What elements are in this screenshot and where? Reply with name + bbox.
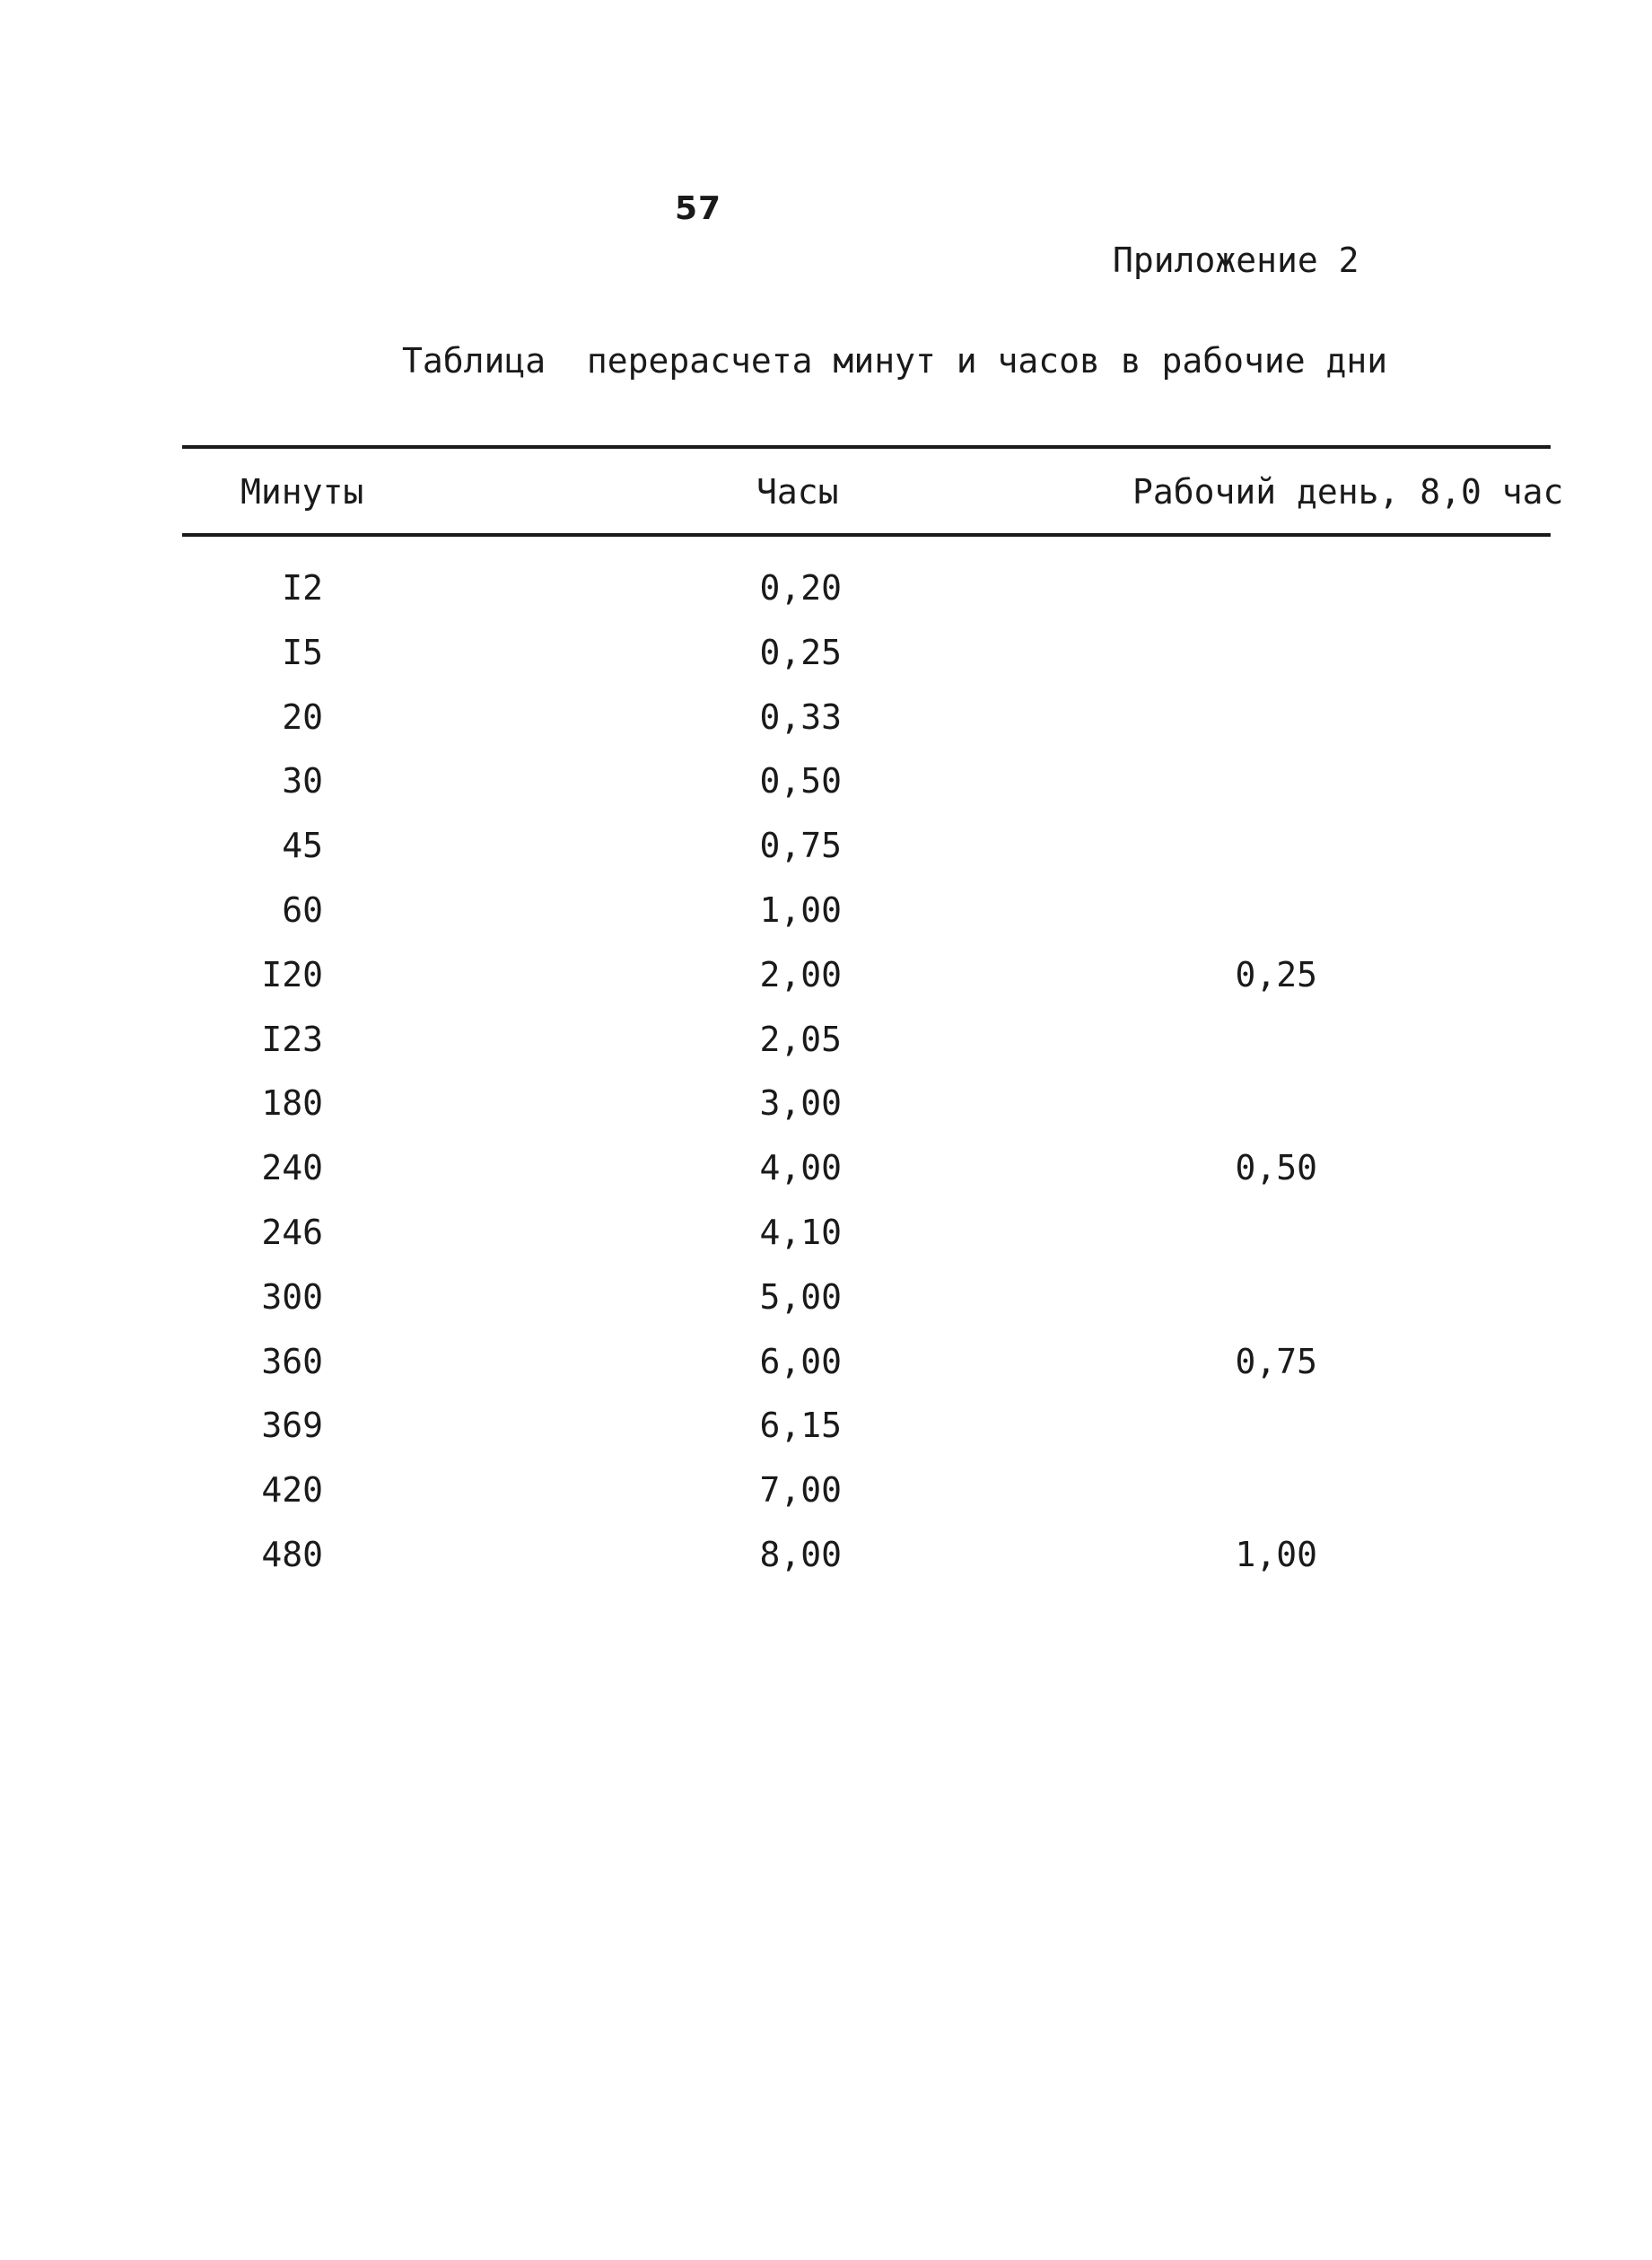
- table-row: [0, 1145, 1652, 1210]
- table-row: [0, 1339, 1652, 1404]
- table-header-rule: [182, 533, 1551, 537]
- cell-workday: 1,00: [1235, 1534, 1317, 1574]
- cell-minutes: 300: [261, 1276, 323, 1317]
- cell-minutes: 360: [261, 1341, 323, 1381]
- table-row: [0, 823, 1652, 888]
- table-row: [0, 1275, 1652, 1339]
- table-row: [0, 888, 1652, 952]
- page-number: 57: [675, 190, 722, 227]
- appendix-label: Приложение 2: [1113, 241, 1359, 280]
- cell-minutes: 30: [282, 761, 323, 802]
- table-title: Таблица перерасчета минут и часов в рабочие дни: [402, 341, 1388, 381]
- cell-minutes: 420: [261, 1470, 323, 1511]
- table-row: [0, 1081, 1652, 1145]
- cell-workday: 0,75: [1235, 1341, 1317, 1381]
- table-top-rule: [182, 445, 1551, 449]
- cell-workday: 0,50: [1235, 1148, 1317, 1188]
- cell-hours: 3,00: [759, 1083, 842, 1124]
- cell-hours: 6,00: [759, 1341, 842, 1381]
- table-body: [0, 565, 1652, 1597]
- cell-hours: 0,25: [759, 632, 842, 672]
- cell-hours: 1,00: [759, 889, 842, 930]
- table-row: [0, 952, 1652, 1017]
- cell-minutes: I5: [282, 632, 323, 672]
- cell-minutes: I20: [261, 954, 323, 994]
- cell-hours: 4,00: [759, 1148, 842, 1188]
- cell-minutes: 246: [261, 1212, 323, 1252]
- table-row: [0, 758, 1652, 823]
- cell-minutes: 180: [261, 1083, 323, 1124]
- cell-hours: 2,00: [759, 954, 842, 994]
- table-row: [0, 695, 1652, 759]
- cell-hours: 0,20: [759, 568, 842, 608]
- table-row: [0, 630, 1652, 695]
- table-row: [0, 1532, 1652, 1597]
- table-row: [0, 1017, 1652, 1082]
- cell-minutes: 369: [261, 1406, 323, 1446]
- cell-hours: 4,10: [759, 1212, 842, 1252]
- table-row: [0, 1467, 1652, 1532]
- table-row: [0, 1210, 1652, 1275]
- cell-hours: 8,00: [759, 1534, 842, 1574]
- cell-minutes: 60: [282, 889, 323, 930]
- cell-minutes: I2: [282, 568, 323, 608]
- cell-minutes: 240: [261, 1148, 323, 1188]
- column-header-minutes: Минуты: [240, 472, 364, 512]
- cell-hours: 7,00: [759, 1470, 842, 1511]
- table-row: [0, 565, 1652, 630]
- cell-minutes: I23: [261, 1019, 323, 1059]
- column-header-hours: Часы: [756, 472, 839, 512]
- cell-hours: 0,75: [759, 826, 842, 866]
- cell-minutes: 45: [282, 826, 323, 866]
- cell-hours: 2,05: [759, 1019, 842, 1059]
- table-row: [0, 1403, 1652, 1467]
- cell-minutes: 20: [282, 696, 323, 737]
- cell-hours: 6,15: [759, 1406, 842, 1446]
- cell-hours: 0,33: [759, 696, 842, 737]
- cell-workday: 0,25: [1235, 954, 1317, 994]
- cell-hours: 5,00: [759, 1276, 842, 1317]
- cell-hours: 0,50: [759, 761, 842, 802]
- cell-minutes: 480: [261, 1534, 323, 1574]
- column-header-workday: Рабочий день, 8,0 час: [1132, 472, 1564, 512]
